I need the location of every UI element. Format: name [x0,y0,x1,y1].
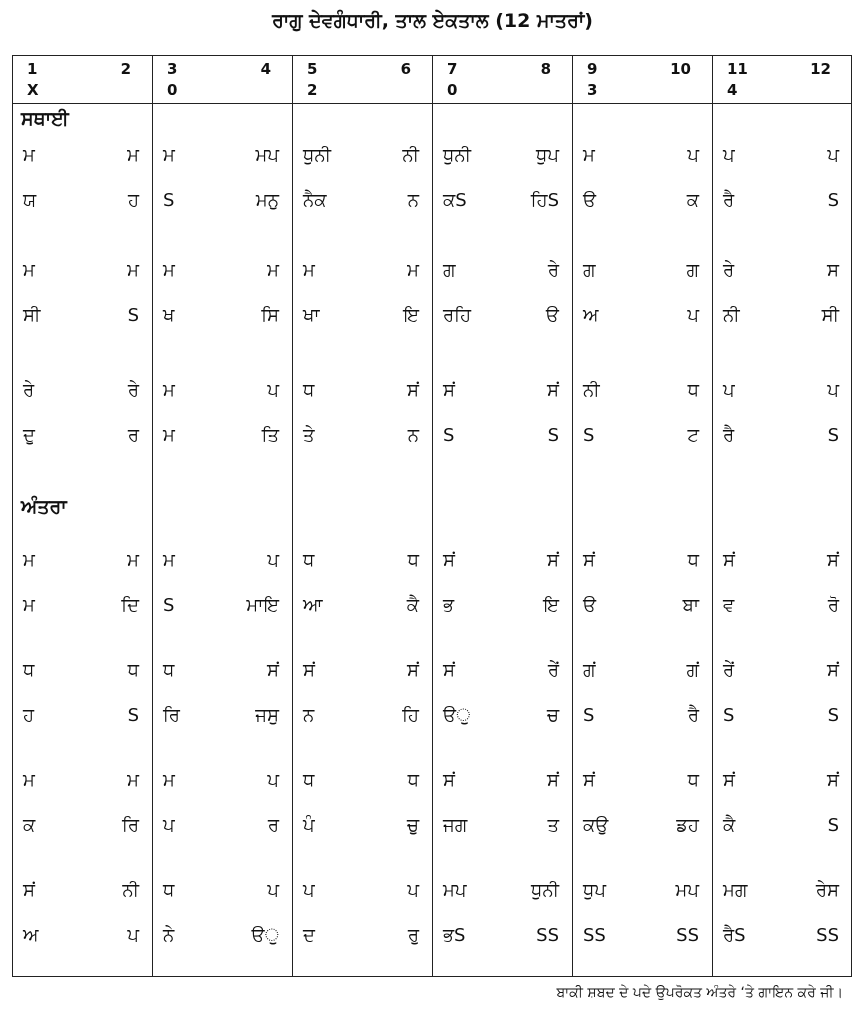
swar-left: ਕਉ [583,815,609,836]
swar-right: ਪ [267,770,279,791]
swar-right: ਸੀ [821,305,839,326]
swar-right: ਗ [686,260,699,281]
beat-number: 5 [307,60,318,78]
swar-right: ਨ [407,425,419,446]
swar-right: ਚ [546,705,559,726]
beat-number: 6 [400,60,411,78]
swar-left: ਰਿ [163,705,180,726]
swar-left: S [583,705,595,726]
swar-right: ਰਿ [122,815,139,836]
swar-right: ਮ [407,260,419,281]
swar-right: ਤਿ [261,425,279,446]
swar-right: ਰੈ [687,705,699,726]
swar-right: S [827,815,839,836]
swar-left: ਸਂ [303,660,315,681]
swar-left: ਅ [583,305,599,326]
swar-left: ਧ [23,660,35,681]
swar-right: ਮਾਇ [246,595,279,616]
beat-number: 10 [670,60,691,78]
swar-left: ਮ [23,145,35,166]
swar-right: ਚੁ [406,815,419,836]
tal-marker: 3 [587,81,598,99]
swar-left: ਗ [583,260,596,281]
swar-left: ਧ [303,380,315,401]
swar-right: ਧੁਨੀ [530,880,559,901]
swar-left: ੳੁ [443,705,471,726]
swar-left: ਸਂ [443,550,455,571]
column-divider [712,56,713,976]
swar-left: ਪ [303,880,315,901]
beat-number: 1 [27,60,38,78]
swar-left: ਤੇ [303,425,315,446]
swar-left: ਰੈ [723,425,735,446]
swar-left: ਦੁ [23,425,35,446]
header-rule [13,103,851,104]
swar-left: ਮ [23,770,35,791]
swar-right: SS [676,925,699,946]
swar-right: ਸਂ [407,660,419,681]
swar-left: ਸਂ [583,770,595,791]
swar-right: ਹਿS [530,190,559,211]
notation-table [12,55,852,977]
swar-left: ਮ [163,260,175,281]
swar-right: ਮ [267,260,279,281]
swar-right: ਰੁ [407,925,419,946]
swar-left: ਨੀ [723,305,740,326]
column-divider [152,56,153,976]
swar-right: ਰ [127,425,139,446]
beat-number: 7 [447,60,458,78]
beat-number: 3 [167,60,178,78]
swar-right: ਸਂ [547,770,559,791]
swar-right: ਮਪ [255,145,279,166]
swar-left: ਰੇ [723,260,735,281]
swar-left: ਖਾ [303,305,320,326]
swar-right: S [827,425,839,446]
swar-right: ਧ [407,550,419,571]
swar-right: ਰੇ [127,380,139,401]
swar-left: ਧ [303,770,315,791]
swar-right: ਹਿ [402,705,419,726]
swar-left: ੳ [583,190,597,211]
swar-left: ਸਂ [23,880,35,901]
swar-right: ਕੈ [406,595,419,616]
swar-right: ਮ [127,770,139,791]
swar-right: S [827,190,839,211]
swar-left: ਕੈ [723,815,736,836]
swar-left: ਧ [303,550,315,571]
swar-left: ਕ [23,815,36,836]
swar-right: ਰੇਂ [547,660,559,681]
swar-left: ਪ [163,815,175,836]
footer-note: ਬਾਕੀ ਸ਼ਬਦ ਦੇ ਪਦੇ ਉਪਰੋਕਤ ਅੰਤਰੇ ‘ਤੇ ਗਾਇਨ ਕਰੇ ਜੀ। [556,985,843,1001]
swar-left: ਮ [303,260,315,281]
swar-left: ਰੈS [723,925,746,946]
swar-right: ਮਪ [675,880,699,901]
swar-left: ਨੇ [163,925,175,946]
beat-number: 2 [120,60,131,78]
swar-right: ਮ [127,145,139,166]
swar-left: ਭS [443,925,466,946]
swar-right: ਧ [687,770,699,791]
swar-left: ਪ [723,145,735,166]
swar-right: ਸਂ [547,550,559,571]
swar-left: ਆ [303,595,323,616]
swar-right: ਦਿ [121,595,139,616]
swar-left: ਪੰ [303,815,315,836]
swar-left: ਸਂ [723,770,735,791]
swar-left: ਪ [723,380,735,401]
beat-number: 11 [727,60,748,78]
swar-left: SS [583,925,606,946]
swar-right: ਰੇ [547,260,559,281]
swar-left: ਸਂ [723,550,735,571]
swar-right: ਸਂ [827,550,839,571]
swar-right: ਤ [547,815,559,836]
swar-left: S [443,425,455,446]
swar-right: ਮ [127,260,139,281]
swar-right: ਗਂ [686,660,699,681]
swar-right: ਪ [687,145,699,166]
swar-right: ਡਹ [676,815,699,836]
swar-right: ੳ [545,305,559,326]
beat-number: 12 [810,60,831,78]
swar-right: ਨੀ [122,880,139,901]
swar-left: ਸਂ [443,770,455,791]
swar-right: ਜਸੁ [255,705,279,726]
swar-right: ਪ [267,550,279,571]
swar-left: ਸਂ [443,380,455,401]
swar-right: ਰੋ [827,595,839,616]
swar-right: ਪ [827,380,839,401]
swar-left: ਦ [303,925,315,946]
swar-left: ਸਂ [583,550,595,571]
swar-left: S [163,190,175,211]
swar-right: S [127,305,139,326]
swar-left: S [723,705,735,726]
swar-right: ਪ [267,880,279,901]
swar-left: ਰੈ [723,190,735,211]
swar-right: ਸ [827,260,839,281]
swar-right: S [127,705,139,726]
swar-left: ਮ [163,145,175,166]
swar-right: ਬਾ [682,595,699,616]
swar-right: ਮ [127,550,139,571]
tal-marker: X [27,81,39,99]
swar-left: ਅ [23,925,39,946]
swar-right: ਧ [687,550,699,571]
swar-right: S [547,425,559,446]
swar-left: ਗਂ [583,660,596,681]
swar-left: ਰੇਂ [723,660,735,681]
swar-left: ਹ [23,705,35,726]
swar-left: ਮ [23,550,35,571]
swar-right: ਇ [543,595,559,616]
swar-right: ਮਨੁ [255,190,279,211]
section-label-antra: ਅੰਤਰਾ [21,496,67,518]
swar-left: ਭ [443,595,455,616]
swar-left: ਮ [163,550,175,571]
swar-left: ਮ [163,380,175,401]
swar-left: ਰੇ [23,380,35,401]
beat-number: 4 [260,60,271,78]
swar-right: ਟ [687,425,699,446]
tal-marker: 0 [447,81,458,99]
swar-left: ਵ [723,595,735,616]
swar-left: ਧ [163,880,175,901]
swar-left: ਮ [583,145,595,166]
swar-left: ਨ [303,705,315,726]
swar-left: S [163,595,175,616]
swar-right: ਧ [687,380,699,401]
swar-left: ਮਪ [443,880,467,901]
swar-left: ਨੀ [583,380,600,401]
swar-right: SS [536,925,559,946]
swar-right: ਧੁਪ [536,145,559,166]
swar-right: ਸਂ [827,660,839,681]
swar-right: ਸਂ [407,380,419,401]
swar-right: S [827,705,839,726]
swar-left: ਧ [163,660,175,681]
column-divider [432,56,433,976]
swar-right: ਨੀ [402,145,419,166]
swar-right: SS [816,925,839,946]
swar-right: ਪ [827,145,839,166]
section-label-sthai: ਸਥਾਈ [21,108,69,130]
swar-left: ਖ [163,305,175,326]
swar-left: ਧੁਨੀ [303,145,332,166]
swar-left: ਮ [163,770,175,791]
tal-marker: 0 [167,81,178,99]
swar-left: ਸਂ [443,660,455,681]
swar-right: ੳੁ [251,925,279,946]
swar-right: ਪ [127,925,139,946]
swar-left: ਧੁਪ [583,880,606,901]
swar-left: ਜਗ [443,815,468,836]
swar-right: ਸਂ [547,380,559,401]
swar-left: ੳ [583,595,597,616]
swar-right: ਪ [687,305,699,326]
swar-right: ਇ [403,305,419,326]
swar-left: ਕS [443,190,467,211]
swar-left: ਗ [443,260,456,281]
swar-right: ਪ [407,880,419,901]
swar-left: ਸੀ [23,305,41,326]
page-title: ਰਾਗੁ ਦੇਵਗੰਧਾਰੀ, ਤਾਲ ਏਕਤਾਲ (12 ਮਾਤਰਾਂ) [272,10,593,32]
swar-right: ਸਂ [267,660,279,681]
tal-marker: 2 [307,81,318,99]
column-divider [572,56,573,976]
swar-right: ਸਿ [261,305,279,326]
swar-right: ਧ [127,660,139,681]
beat-number: 9 [587,60,598,78]
swar-right: ਸਂ [827,770,839,791]
beat-number: 8 [540,60,551,78]
swar-right: ਰ [267,815,279,836]
swar-right: ਰੇਸ [815,880,839,901]
swar-left: ਨੈਕ [303,190,327,211]
swar-right: ਧ [407,770,419,791]
swar-right: ਨ [407,190,419,211]
swar-left: ਮ [163,425,175,446]
swar-left: ਧੁਨੀ [443,145,472,166]
swar-right: ਪ [267,380,279,401]
swar-left: ਰਹਿ [443,305,472,326]
swar-left: S [583,425,595,446]
swar-right: ਹ [127,190,139,211]
column-divider [292,56,293,976]
swar-left: ਮਗ [723,880,748,901]
swar-left: ਮ [23,595,35,616]
tal-marker: 4 [727,81,738,99]
swar-left: ਯ [23,190,37,211]
swar-left: ਮ [23,260,35,281]
swar-right: ਕ [686,190,699,211]
